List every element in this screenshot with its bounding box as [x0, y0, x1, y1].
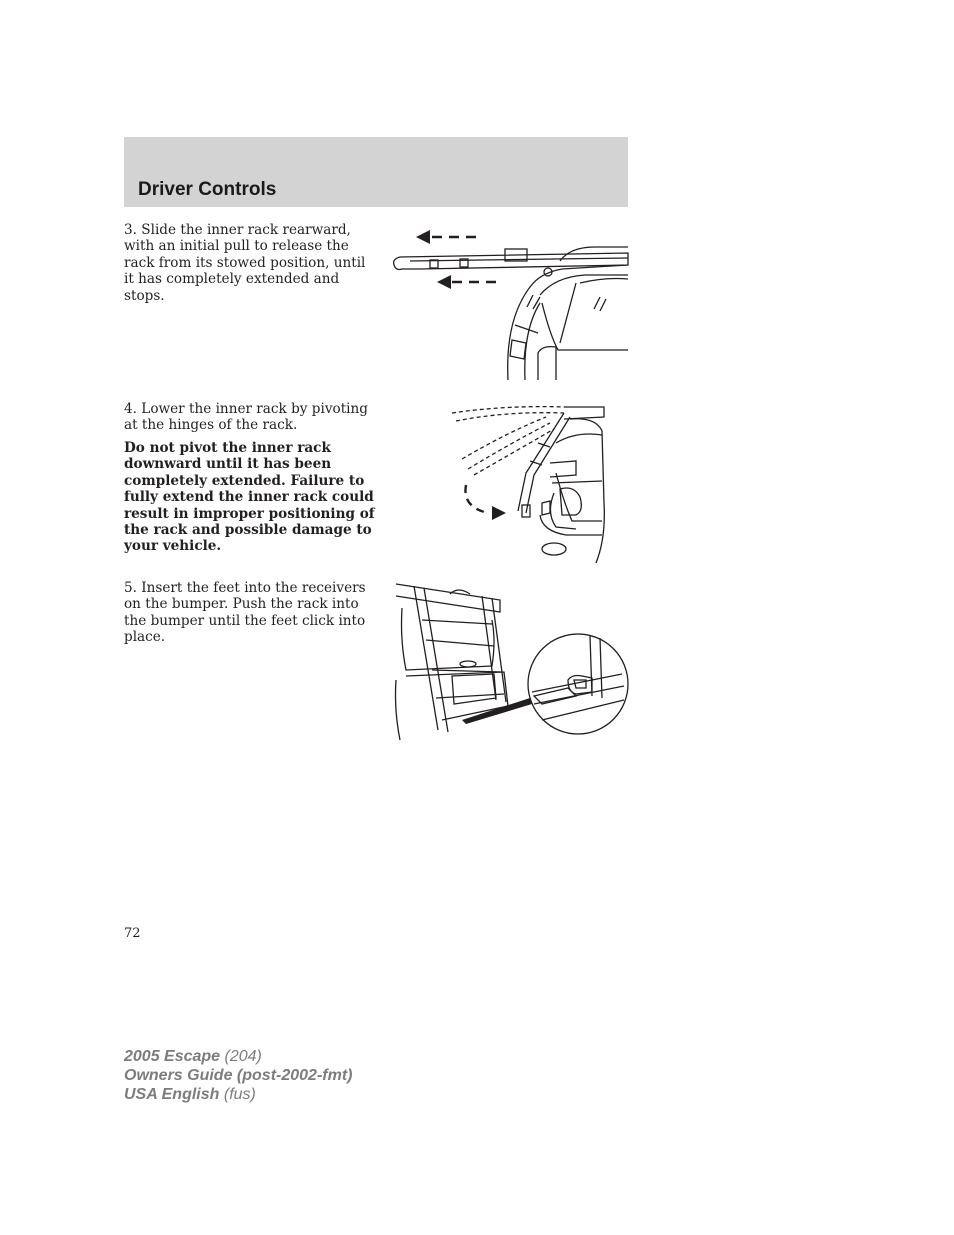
step-5-text: 5. Insert the feet into the receivers on the bumper. Push the rack into the bumper until the feet click into place. — [124, 580, 366, 646]
footer-line-3: USA English (fus) — [124, 1086, 256, 1103]
illustration-rack-feet — [392, 580, 634, 746]
illustration-rack-slide — [390, 225, 632, 383]
illustration-rack-lower — [446, 403, 608, 565]
footer-line-2: Owners Guide (post-2002-fmt) — [124, 1067, 353, 1084]
page-number: 72 — [124, 926, 141, 941]
section-title: Driver Controls — [138, 179, 277, 200]
step-3-text: 3. Slide the inner rack rearward, with an initial pull to release the rack from its stowed position, until it has completely extended and stops. — [124, 222, 366, 304]
section-header-band — [124, 137, 628, 207]
document-footer — [124, 1047, 352, 1104]
step-4-text: 4. Lower the inner rack by pivoting at the hinges of the rack. — [124, 401, 368, 434]
step-4-warning: Do not pivot the inner rack downward until it has been completely extended. Failure to fully extend the inner rack could result in improper positioning of the rack and possible damage to your vehicle. — [124, 440, 375, 555]
footer-line-1: 2005 Escape (204) — [124, 1048, 262, 1065]
